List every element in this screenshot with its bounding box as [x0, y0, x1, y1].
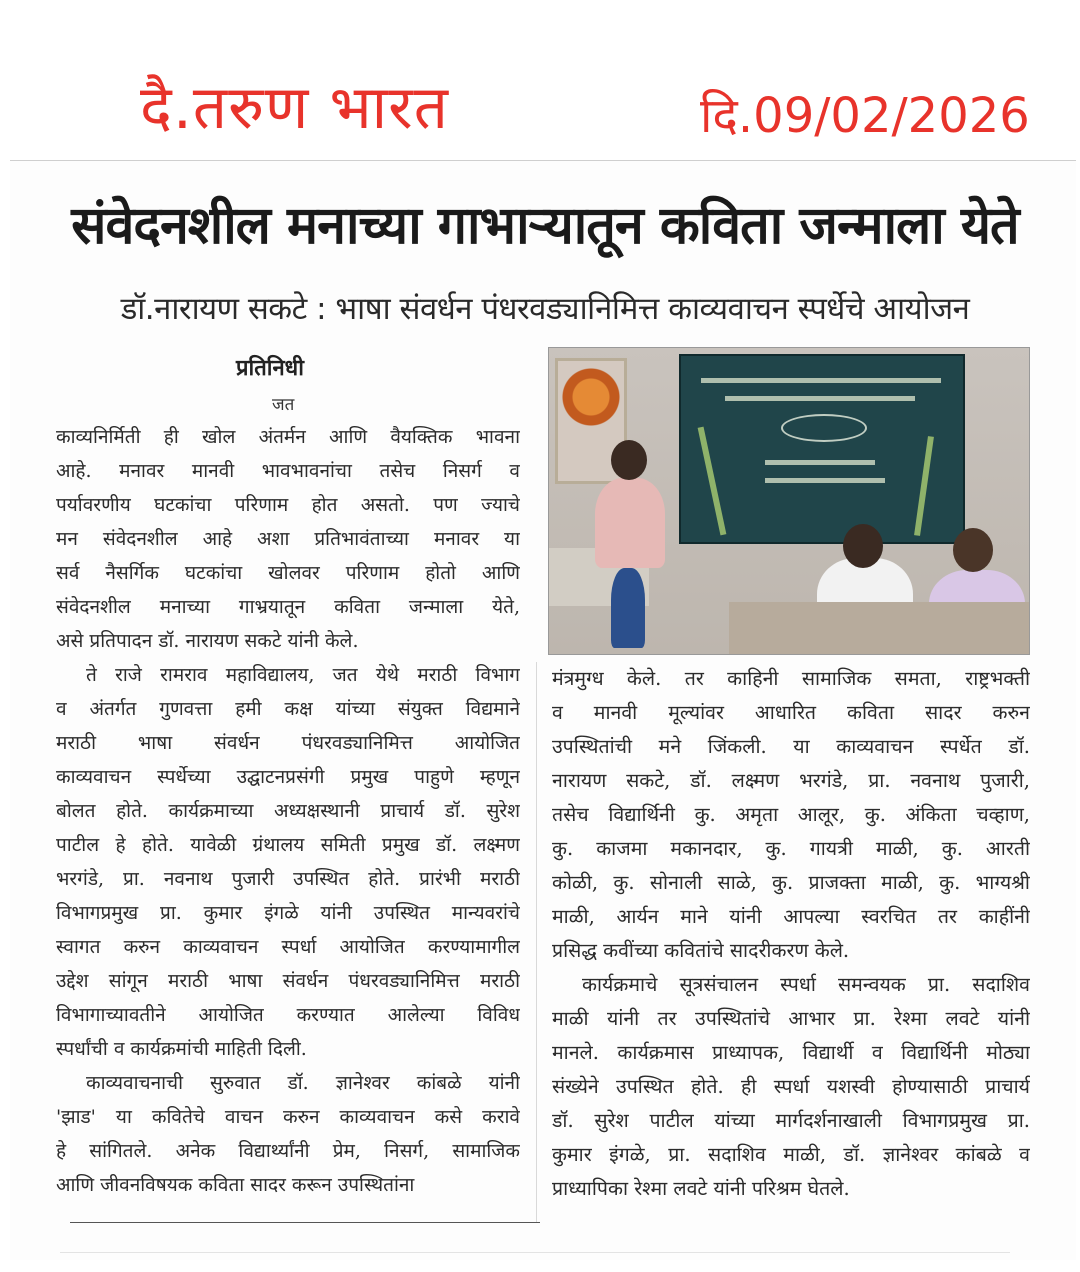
masthead-date: दि.09/02/2026: [700, 88, 1030, 144]
article-text-line: मानले. कार्यक्रमास प्राध्यापक, विद्यार्थी व विद्यार्थिनी मोठ्या: [552, 1041, 1030, 1064]
clipping-edge: [10, 160, 1076, 161]
article-text-line: सर्व नैसर्गिक घटकांचा खोलवर परिणाम होतो आणि: [56, 562, 520, 584]
article-text-line: काव्यवाचन स्पर्धेच्या उद्घाटनप्रसंगी प्रमुख पाहुणे म्हणून: [56, 766, 520, 788]
article-text-line: भरगंडे, प्रा. नवनाथ पुजारी उपस्थित होते. प्रारंभी मराठी: [56, 868, 520, 890]
article-text-line: उपस्थितांची मने जिंकली. या काव्यवाचन स्पर्धेत डॉ.: [552, 735, 1030, 758]
article-text-line: ते राजे रामराव महाविद्यालय, जत येथे मराठी विभाग: [86, 664, 520, 686]
article-text-line: व अंतर्गत गुणवत्ता हमी कक्ष यांच्या संयुक्त विद्यमाने: [56, 698, 520, 720]
article-text-line: आणि जीवनविषयक कविता सादर करून उपस्थितांना: [56, 1174, 415, 1196]
article-subheadline: डॉ.नारायण सकटे : भाषा संवर्धन पंधरवड्यानिमित्त काव्यवाचन स्पर्धेचे आयोजन: [120, 291, 970, 327]
article-text-line: हे सांगितले. अनेक विद्यार्थ्यांनी प्रेम, निसर्ग, सामाजिक: [56, 1140, 520, 1162]
article-text-line: आहे. मनावर मानवी भावभावनांचा तसेच निसर्ग व: [56, 460, 520, 482]
clipping-bottom-edge: [60, 1252, 1010, 1253]
stage-banner: [679, 354, 965, 544]
article-text-line: मंत्रमुग्ध केले. तर काहिनी सामाजिक समता, राष्ट्रभक्ती: [552, 667, 1030, 690]
article-text-line: पर्यावरणीय घटकांचा परिणाम होत असतो. पण ज्याचे: [56, 494, 520, 516]
column-divider: [536, 662, 537, 1222]
article-text-line: माळी यांनी तर उपस्थितांचे आभार प्रा. रेश्मा लवटे यांनी: [552, 1007, 1030, 1030]
article-text-line: पाटील हे होते. यावेळी ग्रंथालय समिती प्रमुख डॉ. लक्ष्मण: [56, 834, 520, 856]
article-column-left: [56, 420, 520, 1202]
article-dateline: जत: [272, 395, 295, 415]
article-column-right: [552, 662, 1030, 1206]
article-text-line: व मानवी मूल्यांवर आधारित कविता सादर करुन: [552, 701, 1030, 724]
article-text-line: स्पर्धांची व कार्यक्रमांची माहिती दिली.: [56, 1038, 307, 1060]
article-text-line: कु. काजमा मकानदार, कु. गायत्री माळी, कु. आरती: [552, 837, 1030, 860]
event-photo: [548, 347, 1030, 655]
stage-table: [729, 602, 1029, 654]
article-text-line: कुमार इंगळे, प्रा. सदाशिव माळी, डॉ. ज्ञानेश्वर कांबळे व: [552, 1143, 1030, 1166]
article-byline: प्रतिनिधी: [236, 355, 304, 381]
article-text-line: विभागाच्यावतीने आयोजित करण्यात आलेल्या विविध: [56, 1004, 520, 1026]
article-text-line: विभागप्रमुख प्रा. कुमार इंगळे यांनी उपस्थित मान्यवरांचे: [56, 902, 520, 924]
article-text-line: तसेच विद्यार्थिनी कु. अमृता आलूर, कु. अंकिता चव्हाण,: [552, 803, 1030, 826]
article-text-line: नारायण सकटे, डॉ. लक्ष्मण भरगंडे, प्रा. नवनाथ पुजारी,: [552, 769, 1030, 792]
article-text-line: मन संवेदनशील आहे अशा प्रतिभावंताच्या मनावर या: [56, 528, 520, 550]
article-text-line: कोळी, कु. सोनाली साळे, कु. प्राजक्ता माळी, कु. भाग्यश्री: [552, 871, 1030, 894]
article-text-line: असे प्रतिपादन डॉ. नारायण सकटे यांनी केले.: [56, 630, 359, 652]
article-text-line: 'झाड' या कवितेचे वाचन करुन काव्यवाचन कसे करावे: [56, 1106, 520, 1128]
article-text-line: माळी, आर्यन माने यांनी आपल्या स्वरचित तर काहींनी: [552, 905, 1030, 928]
article-text-line: मराठी भाषा संवर्धन पंधरवड्यानिमित्त आयोजित: [56, 732, 520, 754]
article-text-line: प्रसिद्ध कवींच्या कवितांचे सादरीकरण केले.: [552, 939, 850, 962]
article-text-line: संख्येने उपस्थित होते. ही स्पर्धा यशस्वी होण्यासाठी प्राचार्य: [552, 1075, 1030, 1098]
article-text-line: संवेदनशील मनाच्या गाभ्रयातून कविता जन्माला येते,: [56, 596, 520, 618]
article-text-line: उद्देश सांगून मराठी भाषा संवर्धन पंधरवड्यानिमित्त मराठी: [56, 970, 520, 992]
speaker-figure: [595, 478, 665, 568]
article-text-line: प्राध्यापिका रेश्मा लवटे यांनी परिश्रम घेतले.: [552, 1177, 850, 1200]
column-end-rule: [70, 1222, 540, 1223]
article-text-line: कार्यक्रमाचे सूत्रसंचालन स्पर्धा समन्वयक प्रा. सदाशिव: [582, 973, 1030, 996]
masthead-paper-name: दै.तरुण भारत: [140, 73, 449, 143]
article-text-line: डॉ. सुरेश पाटील यांच्या मार्गदर्शनाखाली विभागप्रमुख प्रा.: [552, 1109, 1030, 1132]
article-text-line: काव्यवाचनाची सुरुवात डॉ. ज्ञानेश्वर कांबळे यांनी: [86, 1072, 520, 1094]
article-text-line: बोलत होते. कार्यक्रमाच्या अध्यक्षस्थानी प्राचार्य डॉ. सुरेश: [56, 800, 520, 822]
article-headline: संवेदनशील मनाच्या गाभाऱ्यातून कविता जन्माला येते: [71, 196, 1019, 256]
article-text-line: स्वागत करुन काव्यवाचन स्पर्धा आयोजित करण्यामागील: [56, 936, 520, 958]
article-text-line: काव्यनिर्मिती ही खोल अंतर्मन आणि वैयक्तिक भावना: [56, 426, 520, 448]
